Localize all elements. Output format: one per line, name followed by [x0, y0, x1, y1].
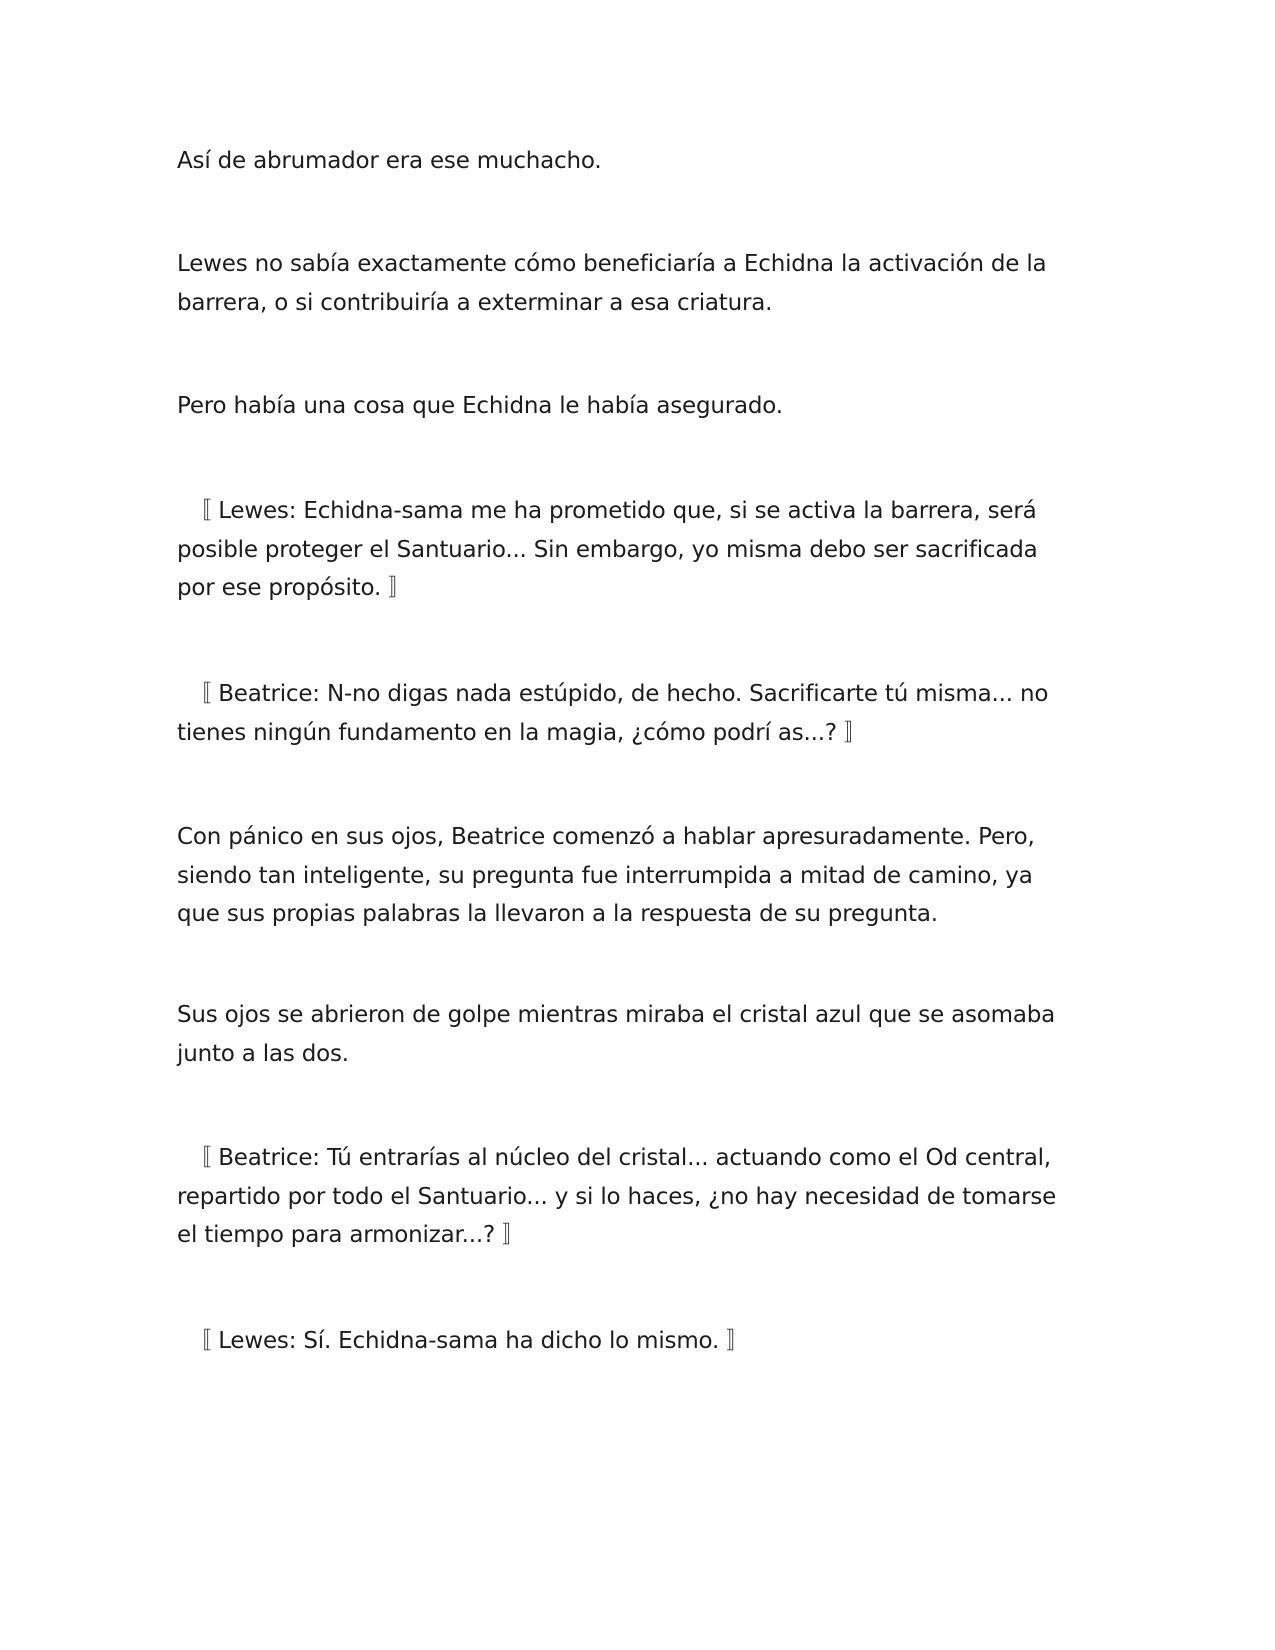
text-line: que sus propias palabras la llevaron a la respuesta de su pregunta.	[177, 901, 938, 927]
text-line: 〚 Lewes: Sí. Echidna-sama ha dicho lo mismo. 〛	[177, 1328, 750, 1354]
paragraph-narration-4	[177, 818, 1107, 934]
text-line: Así de abrumador era ese muchacho.	[177, 148, 602, 174]
paragraph-dialogue-beatrice-2	[177, 1139, 1107, 1255]
text-line: Con pánico en sus ojos, Beatrice comenzó a hablar apresuradamente. Pero,	[177, 824, 1035, 850]
paragraph-narration-1	[177, 142, 1107, 181]
text-line: 〚 Beatrice: Tú entrarías al núcleo del cristal... actuando como el Od central,	[177, 1145, 1051, 1171]
paragraph-narration-2	[177, 245, 1107, 322]
text-line: Pero había una cosa que Echidna le había asegurado.	[177, 393, 783, 419]
text-line: siendo tan inteligente, su pregunta fue interrumpida a mitad de camino, ya	[177, 862, 1033, 889]
text-line: Lewes no sabía exactamente cómo beneficiaría a Echidna la activación de la	[177, 251, 1047, 277]
text-line: repartido por todo el Santuario... y si lo haces, ¿no hay necesidad de tomarse	[177, 1183, 1057, 1210]
text-line: 〚 Beatrice: N-no digas nada estúpido, de hecho. Sacrificarte tú misma... no	[177, 681, 1049, 707]
text-line: por ese propósito. 〛	[177, 575, 412, 601]
paragraph-dialogue-lewes-1	[177, 492, 1107, 608]
text-line: Sus ojos se abrieron de golpe mientras miraba el cristal azul que se asomaba	[177, 1002, 1056, 1028]
paragraph-dialogue-lewes-2	[177, 1322, 1107, 1361]
paragraph-dialogue-beatrice-1	[177, 675, 1107, 752]
text-line: el tiempo para armonizar...? 〛	[177, 1222, 525, 1248]
paragraph-narration-5	[177, 996, 1107, 1073]
text-line: barrera, o si contribuiría a exterminar a esa criatura.	[177, 289, 773, 316]
text-line: tienes ningún fundamento en la magia, ¿cómo podrí as...? 〛	[177, 719, 867, 746]
text-line: 〚 Lewes: Echidna-sama me ha prometido que, si se activa la barrera, será	[177, 498, 1037, 524]
paragraph-narration-3	[177, 387, 1107, 426]
text-line: junto a las dos.	[177, 1040, 349, 1067]
text-line: posible proteger el Santuario... Sin embargo, yo misma debo ser sacrificada	[177, 536, 1038, 563]
